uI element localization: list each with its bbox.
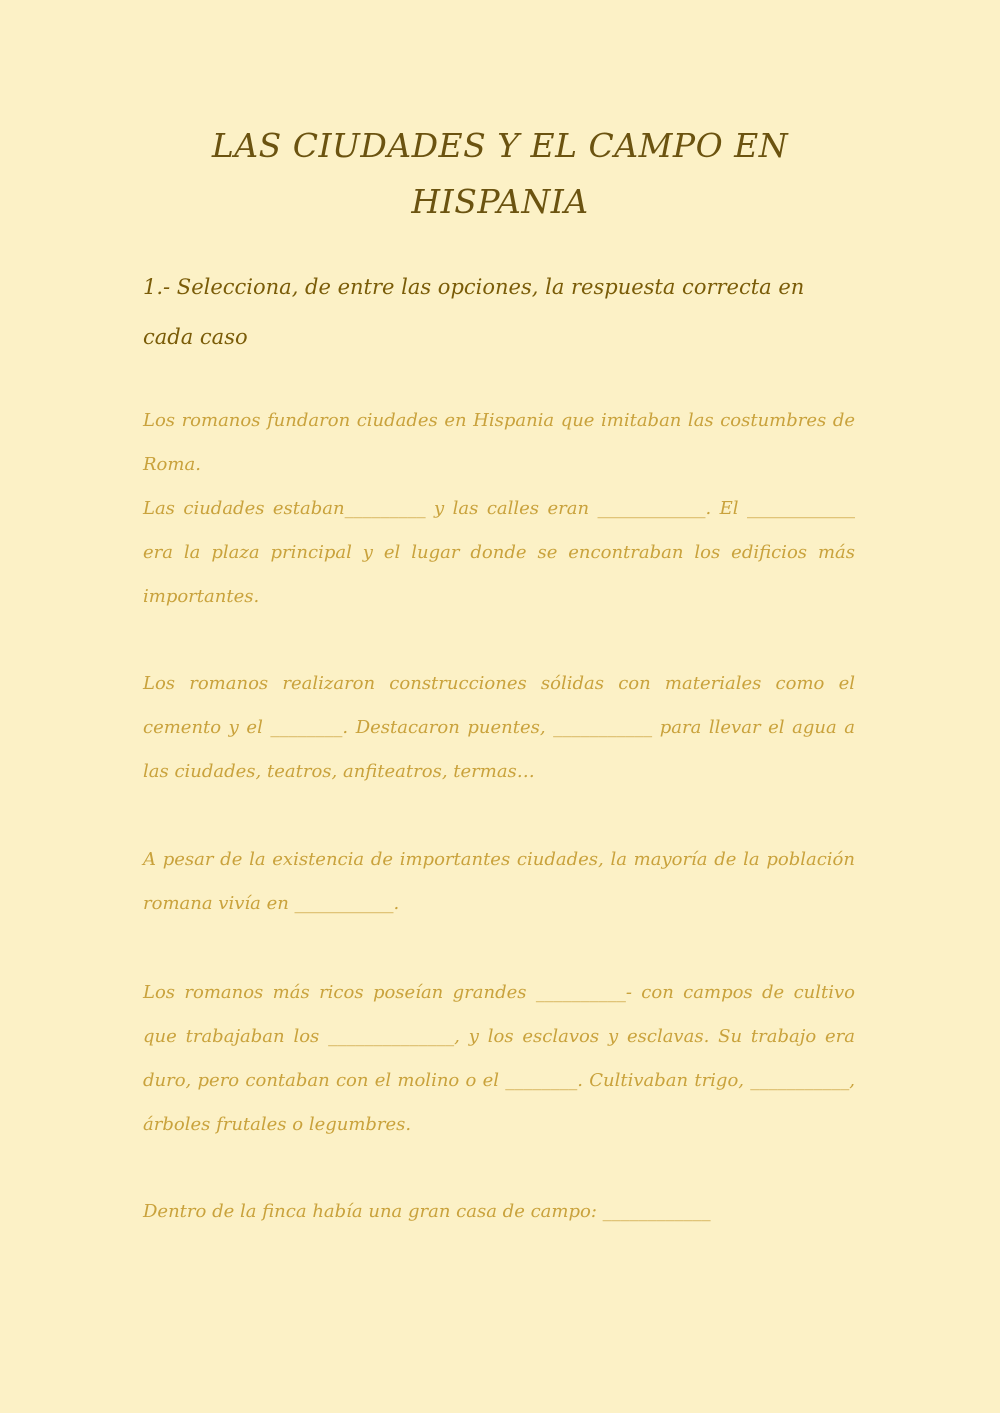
paragraph-population [143,838,855,926]
paragraph-cities [143,399,855,619]
paragraph-line: A pesar de la existencia de importantes ciudades, la mayoría de la población romana vivía en ___________. [143,849,855,914]
page-title: LAS CIUDADES Y EL CAMPO EN HISPANIA [211,126,789,221]
paragraph-line: Los romanos fundaron ciudades en Hispania que imitaban las costumbres de Roma. [143,410,855,475]
paragraph-line: Dentro de la finca había una gran casa de campo: ____________ [143,1201,711,1222]
paragraph-country-house [143,1190,855,1234]
paragraph-line: Los romanos más ricos poseían grandes __________- con campos de cultivo que trabajaban los ______________, y los esclavos y esclavas. Su trabajo era duro, pero contaban con el molino o el ________. Cultivaban trigo, ___________, árboles frutales o legumbres. [143,982,855,1135]
exercise-instruction: 1.- Selecciona, de entre las opciones, la respuesta correcta en cada caso [143,275,805,349]
paragraph-line: Las ciudades estaban_________ y las calles eran ____________. El ____________ era la plaza principal y el lugar donde se encontraban los edificios más importantes. [143,498,855,607]
paragraph-rich-romans [143,971,855,1147]
paragraph-line: Los romanos realizaron construcciones sólidas con materiales como el cemento y el ________. Destacaron puentes, ___________ para llevar el agua a las ciudades, teatros, anfiteatros, termas… [143,673,855,782]
paragraph-constructions [143,662,855,794]
